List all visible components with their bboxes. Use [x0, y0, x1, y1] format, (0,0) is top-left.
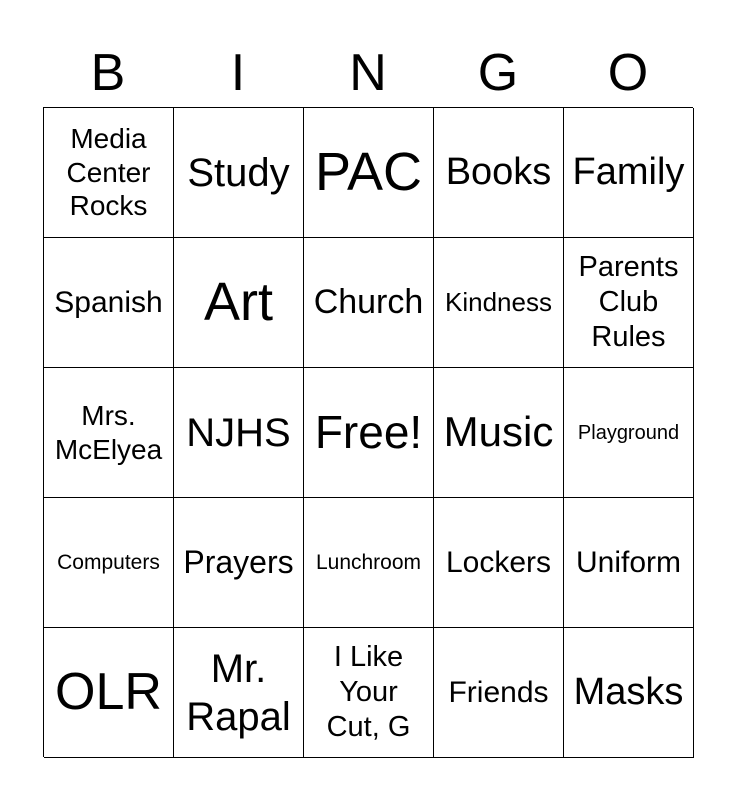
- bingo-cell-r3-c2[interactable]: [174, 368, 304, 498]
- header-letter-g: G: [477, 44, 519, 102]
- bingo-cell-r4-c3[interactable]: [304, 498, 434, 628]
- bingo-cell-r3-c3[interactable]: [304, 368, 434, 498]
- bingo-cell-r2-c4[interactable]: [434, 238, 564, 368]
- bingo-cell-r1-c3[interactable]: [304, 108, 434, 238]
- bingo-cell-label: Lunchroom: [315, 550, 422, 574]
- bingo-board: [43, 107, 693, 757]
- bingo-cell-label: Masks: [573, 670, 684, 713]
- bingo-cell-r3-c4[interactable]: [434, 368, 564, 498]
- bingo-cell-label: Kindness: [445, 286, 552, 317]
- bingo-cell-r4-c1[interactable]: [44, 498, 174, 628]
- bingo-cell-r2-c1[interactable]: [44, 238, 174, 368]
- bingo-cell-r2-c5[interactable]: [564, 238, 694, 368]
- bingo-cell-r4-c5[interactable]: [564, 498, 694, 628]
- bingo-cell-r1-c4[interactable]: [434, 108, 564, 238]
- bingo-cell-r5-c3[interactable]: [304, 628, 434, 758]
- bingo-cell-label: Family: [572, 150, 685, 193]
- bingo-cell-label: NJHS: [186, 410, 291, 455]
- bingo-cell-label: Uniform: [575, 545, 681, 579]
- bingo-cell-label: Books: [445, 150, 552, 193]
- bingo-cell-label: Art: [203, 272, 273, 333]
- bingo-cell-label: PAC: [314, 142, 423, 203]
- header-letter-i: I: [230, 44, 246, 102]
- bingo-cell-label: Mrs. McElyea: [54, 399, 163, 465]
- bingo-cell-r4-c2[interactable]: [174, 498, 304, 628]
- bingo-cell-label: Lockers: [445, 545, 552, 579]
- bingo-cell-label: I Like Your Cut, G: [326, 641, 411, 743]
- bingo-cell-r1-c2[interactable]: [174, 108, 304, 238]
- bingo-cell-r5-c4[interactable]: [434, 628, 564, 758]
- bingo-cell-r1-c5[interactable]: [564, 108, 694, 238]
- header-letter-n: N: [349, 44, 387, 102]
- bingo-cell-r5-c2[interactable]: [174, 628, 304, 758]
- bingo-cell-label: Spanish: [54, 285, 163, 319]
- bingo-cell-r2-c3[interactable]: [304, 238, 434, 368]
- bingo-cell-r5-c1[interactable]: [44, 628, 174, 758]
- bingo-cell-r3-c5[interactable]: [564, 368, 694, 498]
- bingo-cell-r3-c1[interactable]: [44, 368, 174, 498]
- bingo-cell-r1-c1[interactable]: [44, 108, 174, 238]
- bingo-cell-r5-c5[interactable]: [564, 628, 694, 758]
- header-letter-o: O: [607, 44, 649, 102]
- bingo-cell-label: Prayers: [183, 544, 294, 581]
- bingo-cell-label: OLR: [55, 663, 162, 722]
- bingo-cell-label: Computers: [57, 550, 160, 574]
- bingo-header: [43, 40, 693, 106]
- bingo-cell-label: Church: [313, 283, 424, 322]
- bingo-cell-label: Friends: [448, 675, 549, 709]
- bingo-cell-label: Mr. Rapal: [186, 646, 291, 739]
- bingo-cell-label: Music: [443, 408, 554, 456]
- bingo-cell-label: Media Center Rocks: [66, 123, 151, 222]
- bingo-cell-label: Free!: [314, 405, 423, 458]
- header-letter-b: B: [90, 44, 126, 102]
- bingo-cell-label: Playground: [577, 421, 680, 444]
- bingo-cell-label: Parents Club Rules: [578, 251, 679, 353]
- bingo-cell-r2-c2[interactable]: [174, 238, 304, 368]
- bingo-cell-label: Study: [187, 150, 290, 195]
- bingo-cell-r4-c4[interactable]: [434, 498, 564, 628]
